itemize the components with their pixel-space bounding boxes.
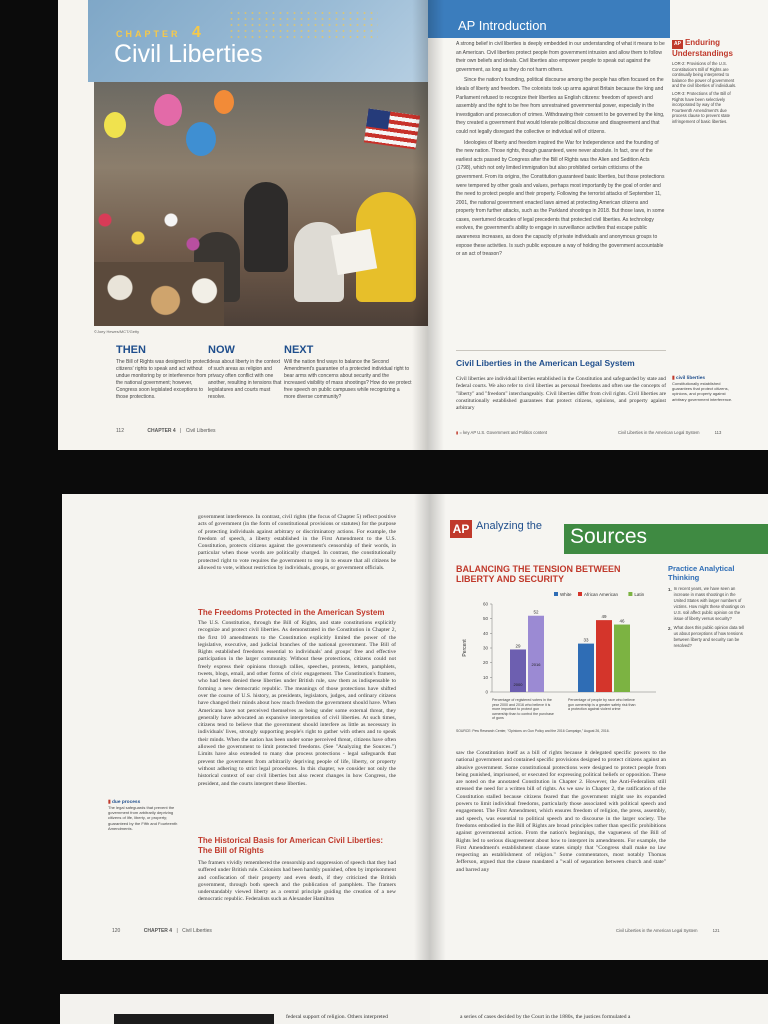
key-icon: ▮ — [456, 430, 459, 435]
bar-inner-label: 2000 — [513, 682, 523, 687]
margin-term: ▮ civil liberties — [672, 376, 706, 381]
balloon — [186, 122, 216, 156]
gutter-shadow — [412, 0, 444, 450]
legend-label: White — [560, 592, 572, 597]
now-text: Ideas about liberty in the context of such areas as religion and privacy often conflict with one another, resulting in tensions that legislatures and courts must resolve. — [208, 359, 282, 400]
section-heading: Civil Liberties in the American Legal System — [456, 358, 635, 368]
key-note: ▮ = key AP U.S. Government and Politics content — [456, 430, 548, 435]
then-column — [116, 344, 208, 401]
sources-banner — [564, 524, 768, 554]
chart-title: BALANCING THE TENSION BETWEEN LIBERTY AND SECURITY — [456, 564, 621, 584]
practice-num-1: 1. — [668, 587, 672, 592]
footer-title: Civil Liberties — [182, 928, 212, 934]
intro-paragraph-3: Ideologies of liberty and freedom inspired the War for Independence and the founding of the new nation. Those rights, though guaranteed, were never absolute. In fact, one of the earliest acts passed by Congress after the Bill of Rights was the Alien and Sedition Acts (1798), which not only limited immigration but also prohibited certain criticisms of the government. From its origins, the Constitution guaranteed basic liberties, but those protections were tempered by other goals and values, perhaps most importantly by the goal of order and the need to protect people and their property. Following the terrorist attacks of September 11, 2001, the national government enacted laws aimed at protecting American citizens and property from further attacks, such as the Parkland shootings in 2018. But those laws, in some cases, overturned decades of legal precedents that protected civil liberties. As technology evolves, the government's ability to engage in surveillance activities that escape public awareness increases, as does the capacity of private individuals and anonymous groups to expose these activities. Is such public exposure a way of holding the government accountable or an act of treason? — [456, 139, 665, 258]
analyzing-header — [430, 516, 768, 556]
continuation-text: a series of cases decided by the Court in the 1880s, the justices formulated a — [460, 1014, 631, 1020]
stuffed-animals — [94, 262, 224, 326]
practice-item-2: 2. What does this public opinion data tell us about perceptions of how tensions between liberty and security can be resolved? — [668, 625, 744, 648]
section-divider — [456, 350, 666, 351]
bar — [596, 620, 612, 692]
section-text-freedoms: The U.S. Constitution, through the Bill of Rights, and state constitutions explicitly recognize and protect civil liberties. As demonstrated in the Constitution in Chapter 2, the first 10 amendments to the Constitution explicitly limited the power of the legislative, executive, and judicial branches of the national government. The Bill of Rights established freedoms essential to individuals' and groups' free and effective participation in the larger community. Without these protections, citizens could not freely express their opinions through rallies, speeches, protests, letters, pamphlets, tweets, blogs, email, and other forms of civic engagement. The Constitution's framers, who had been denied these liberties under British rule, saw them as indispensable to forming a new democratic republic. The meanings of those protections have shifted over the course of U.S. history, as presidents, legislators, judges, and ordinary citizens have changed their minds about how much freedom the government should have. When Americans have not perceived themselves as being under some external threat, they generally have advocated an expansive interpretation of civil liberties. At such times, citizens tend to believe that the government should interfere as little as necessary in individuals' lives, strongly supporting people's right to gather with others and to speak their minds. When the nation has been under some perceived threat, citizens have often allowed the government to limit protected freedoms. (See "Analyzing the Sources.") Limits have also extended to many due process protections - legal safeguards that prevent the government from arbitrarily depriving people of life, liberty, or property without adhering to strict legal procedures. In this chapter, we consider not only the historical context of our civil liberties but also recent changes in how Congress, the president, and the courts interpret these liberties. — [198, 620, 396, 787]
bar-value-label: 33 — [583, 637, 589, 643]
practice-box — [668, 564, 748, 649]
chart-caption-1: Percentage of registered voters in the year 2000 and 2016 who believe it is more important to protect gun ownership than to control the purchase of guns — [492, 698, 554, 721]
footer-chapter: CHAPTER 4 — [147, 428, 176, 434]
page-next-right — [430, 994, 768, 1024]
section-text-historical: The framers vividly remembered the censorship and suppression of speech that they had suffered under British rule. Colonists had been harshly punished, often by imprisonment and confiscation of their property and even death, if they criticized the British government, through both speech and the publication of pamphlets. The framers understandably viewed liberty as a central principle guiding the creation of a new democratic republic. Federalists such as Alexander Hamilton — [198, 860, 396, 903]
flowers — [94, 202, 204, 262]
intro-text: government interference. In contrast, civil rights (the focus of Chapter 5) reflect positive acts of government (in the form of constitutional provisions or statutes) for the purpose of protecting individuals against arbitrary or discriminatory actions. For example, the freedom of speech, a liberty established in the First Amendment to the U.S. Constitution, protects citizens against the government's censorship of their words, in particular when those words are politically charged. In contrast, the constitutionally protected right to vote requires the government to step in to ensure that all citizens be allowed to vote, without restriction by individuals, groups, or government officials. — [198, 514, 396, 572]
y-tick-label: 40 — [482, 630, 488, 636]
section-heading-freedoms: The Freedoms Protected in the American System — [198, 608, 385, 617]
dot-pattern — [228, 10, 378, 40]
next-heading: NEXT — [284, 344, 314, 356]
memorial-sign — [331, 229, 377, 275]
sources-label: Sources — [570, 525, 648, 548]
bar-value-label: 52 — [533, 609, 539, 615]
intro-text — [456, 40, 666, 259]
practice-num-2: 2. — [668, 626, 672, 631]
next-column — [284, 344, 412, 401]
bar-chart — [456, 590, 666, 734]
chapter-label: CHAPTER 4 — [116, 24, 204, 41]
y-tick-label: 20 — [482, 660, 488, 666]
chart-caption-2: Percentage of people by race who believe gun ownership is a greater safety risk than a protection against violent crime — [568, 698, 636, 712]
legend-swatch — [578, 592, 582, 596]
page-number: 112 — [116, 428, 124, 434]
chapter-number: 4 — [192, 24, 204, 41]
footer-title: Civil Liberties in the American Legal System — [618, 430, 700, 435]
key-icon: ▮ — [672, 376, 675, 381]
legend-swatch — [628, 592, 632, 596]
legend-label: Latin — [634, 592, 645, 597]
y-axis-label: Percent — [462, 639, 468, 657]
practice-heading: Practice Analytical Thinking — [668, 564, 735, 582]
page-121 — [430, 494, 768, 960]
page-footer: 112 CHAPTER 4 | Civil Liberties — [116, 428, 216, 434]
y-tick-label: 30 — [482, 645, 488, 651]
bar-inner-label: 2016 — [531, 662, 541, 667]
analyzing-label: Analyzing the — [476, 520, 543, 532]
y-tick-label: 10 — [482, 674, 488, 680]
bar — [578, 644, 594, 692]
chapter-title: Civil Liberties — [114, 40, 263, 68]
person-dark-shirt — [244, 182, 288, 272]
section-heading-historical: The Historical Basis for American Civil Liberties: The Bill of Rights — [198, 836, 384, 855]
chapter-banner — [88, 0, 428, 82]
page-112 — [58, 0, 428, 450]
bar-value-label: 29 — [515, 643, 521, 649]
bar-value-label: 46 — [619, 618, 625, 624]
margin-definition — [108, 800, 182, 831]
chart-source: SOURCE: Pew Research Center, "Opinions on Gun Policy and the 2016 Campaign," August 26, 2016. — [456, 729, 610, 733]
balloon — [214, 90, 234, 114]
page-footer — [616, 928, 720, 933]
ap-mini-icon: AP — [674, 41, 681, 47]
y-tick-label: 60 — [482, 601, 488, 607]
practice-item-1: 1. In recent years, we have seen an increase in mass shootings in the United States with larger numbers of victims. How might these shootings on U.S. soil affect public opinion on the issue of liberty versus security? — [668, 586, 745, 621]
enduring-item-1: LOR-2: Provisions of the U.S. Constitution's Bill of Rights are continually being interpreted to balance the power of government and the civil liberties of individuals. — [672, 61, 737, 89]
page-number: 113 — [714, 430, 722, 435]
page-number: 121 — [712, 928, 720, 933]
balloon — [104, 112, 126, 138]
memorial-photo — [94, 82, 428, 326]
page-120 — [62, 494, 430, 960]
next-text: Will the nation find ways to balance the Second Amendment's guarantee of a protected individual right to bear arms with concerns about security and the increased visibility of mass shootings? How do we protect free speech on public campuses while recognizing a more diverse community? — [284, 359, 412, 400]
ap-intro-header — [428, 0, 670, 38]
gutter-shadow — [414, 494, 446, 960]
page-footer: 120 CHAPTER 4 | Civil Liberties — [112, 928, 212, 934]
enduring-item-2: LOR-3: Protections of the Bill of Rights have been selectively incorporated by way of the Fourteenth Amendment's due process clause to prevent state infringement of basic liberties. — [672, 90, 731, 124]
bar — [614, 625, 630, 692]
enduring-understandings-box — [672, 38, 740, 148]
margin-def: Constitutionally established guarantees that protect citizens, opinions, and property against arbitrary government interference. — [672, 381, 733, 402]
intro-paragraph-2: Since the nation's founding, political discourse among the people has often focused on the ideals of liberty and freedom. The colonists took up arms against Britain because the king and Parliament refused to recognize their liberties as English citizens: freedom of speech and assembly and the right to be free from unrestrained governmental power, especially in the investigation and prosecution of crimes. Withdrawing their consent to be governed by the king, they created a government that would tolerate political discourse and disagreement and that could not legally disregard the collective or individual will of citizens. — [456, 77, 665, 135]
y-tick-label: 0 — [485, 689, 488, 695]
intro-paragraph-1: A strong belief in civil liberties is deeply embedded in our understanding of what it means to be an American. Civil liberties protect people from government intrusion and allow them to follow their own beliefs and ideals. Civil liberties also empower people to speak out against the government, as long as they do not harm others. — [456, 41, 665, 73]
ap-intro-title: AP Introduction — [458, 18, 547, 33]
y-tick-label: 50 — [482, 616, 488, 622]
bar — [528, 616, 544, 692]
photo-credit: ©Joey Hewes/MCT/Getty — [94, 329, 140, 334]
enduring-heading: AP Enduring Understandings — [672, 38, 733, 58]
margin-def: The legal safeguards that prevent the government from arbitrarily depriving citizens of life, liberty, or property; guaranteed by the Fifth and Fourteenth Amendments. — [108, 805, 178, 831]
footer-title: Civil Liberties — [185, 428, 216, 434]
bar-value-label: 49 — [601, 614, 607, 620]
margin-term: ▮ due process — [108, 800, 141, 805]
continuation-text: federal support of religion. Others interpreted — [286, 1014, 388, 1020]
page-next-left — [60, 994, 430, 1024]
page-footer — [618, 430, 721, 435]
section-text: Civil liberties are individual liberties established in the Constitution and safeguarded by state and federal courts. We also refer to civil liberties as personal freedoms and often use the concepts of "liberty" and "freedom" interchangeably. Civil liberties differ from civil rights. Civil liberties are constitutionally established guarantees that protect citizens, opinions, and property against arbitrary — [456, 376, 666, 412]
legend-swatch — [554, 592, 558, 596]
key-icon: ▮ — [108, 800, 111, 805]
now-heading: NOW — [208, 344, 235, 356]
body-text: saw the Constitution itself as a bill of rights because it delegated specific powers to the national government and contained specific provisions designed to protect citizens against an abusive government. Some constitutional protections were designed to protect people from being punished, imprisoned, or executed for expressing political beliefs or opposition. These are noted on the annotated Constitution in Chapter 2. However, the Anti-Federalists still stressed the need for a written bill of rights. As we saw in Chapter 2, the ratification of the Constitution stalled because citizens feared that the government might use its expanded powers to limit individual freedoms, particularly those associated with political speech and engagement. The First Amendment, which ensures freedom of religion, the press, assembly, and speech, was essential to political speech and to discourse in the larger society. The freedoms embodied in the Bill of Rights are broad principles rather than specific prohibitions against governmental action. From the nation's beginnings, the vagueness of the Bill of Rights led to serious disagreement about how to interpret its amendments. For example, the First Amendment's establishment clause states simply that "Congress shall make no law respecting an establishment of religion." Some commentators, most notably Thomas Jefferson, argued that the clause mandated a "wall of separation between church and state" and barred any — [456, 750, 666, 873]
ap-badge: AP — [450, 520, 472, 538]
margin-definition — [672, 376, 738, 402]
footer-title: Civil Liberties in the American Legal System — [616, 928, 698, 933]
legend-label: African American — [584, 592, 619, 597]
balloon — [154, 94, 182, 126]
then-heading: THEN — [116, 344, 146, 356]
dark-banner — [114, 1014, 274, 1024]
then-text: The Bill of Rights was designed to protect citizens' rights to speak and act without undue monitoring by or interference from the national government; however, Congress soon legislated exceptions to those protections. — [116, 359, 208, 400]
page-number: 120 — [112, 928, 121, 934]
page-113 — [428, 0, 768, 450]
now-column — [208, 344, 282, 401]
footer-chapter: CHAPTER 4 — [143, 928, 173, 934]
